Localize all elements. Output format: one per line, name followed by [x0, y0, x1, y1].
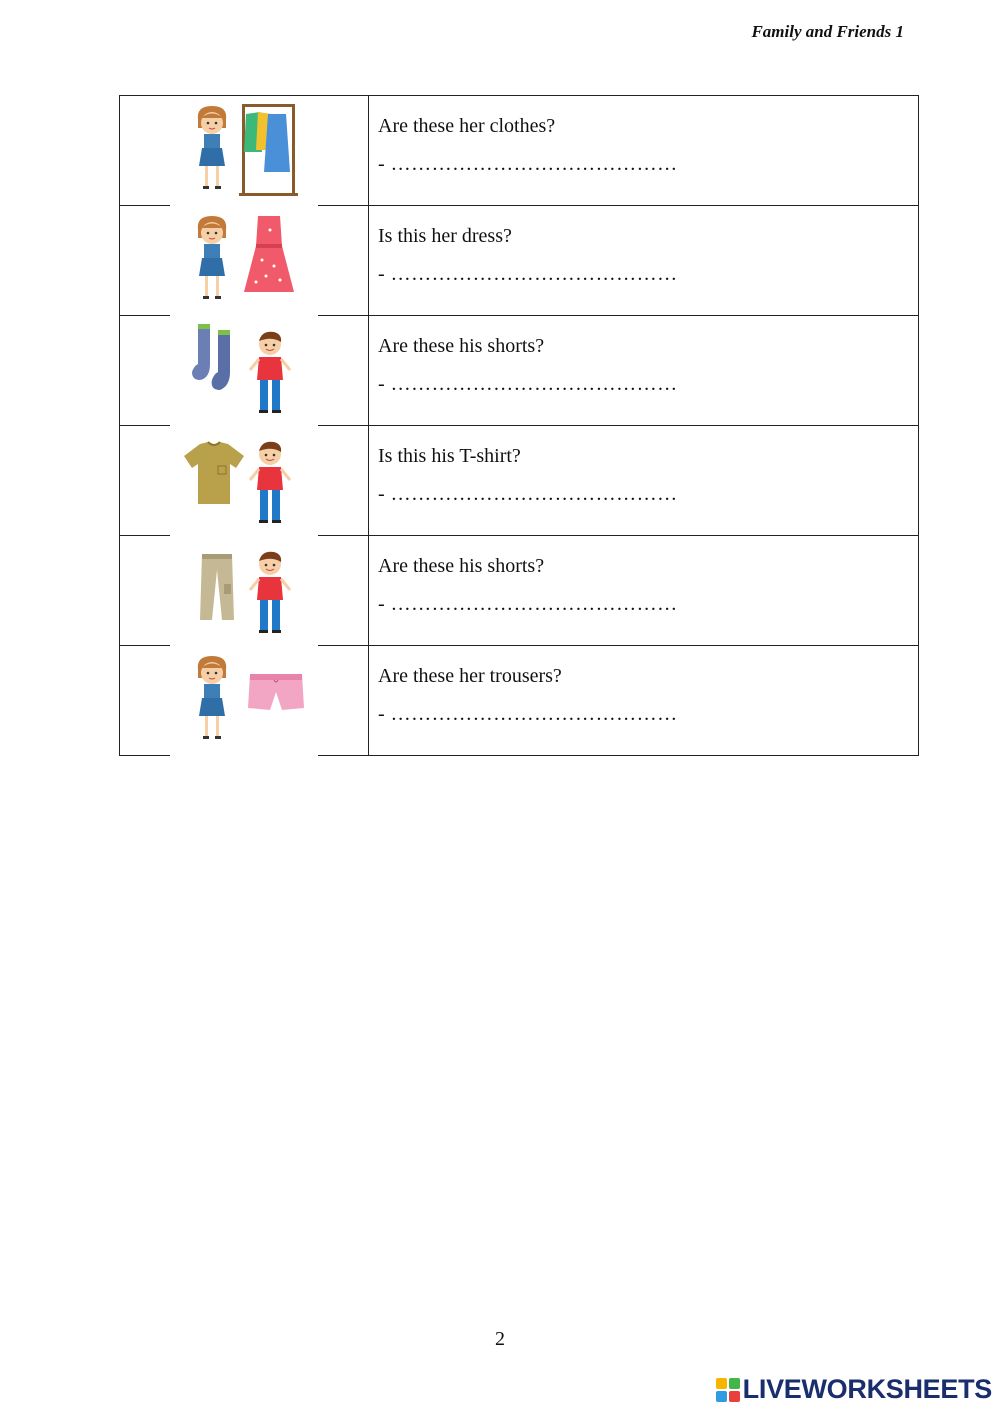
- boy-icon: [250, 442, 290, 523]
- question-text: Are these her clothes?: [378, 115, 556, 137]
- trousers-icon: [200, 554, 234, 620]
- answer-line[interactable]: - ……………………………………: [378, 373, 678, 395]
- question-text: Are these her trousers?: [378, 665, 562, 687]
- brand-text: LIVEWORKSHEETS: [742, 1374, 992, 1404]
- picture-cell: [120, 426, 369, 536]
- shorts-icon: [248, 674, 304, 710]
- girl-icon: [198, 656, 226, 739]
- picture-cell: [120, 316, 369, 426]
- question-cell: [369, 646, 919, 756]
- running-head: Family and Friends 1: [751, 22, 904, 41]
- table-row: [120, 316, 919, 426]
- answer-line[interactable]: - ……………………………………: [378, 263, 678, 285]
- picture-cell: [120, 646, 369, 756]
- answer-line[interactable]: - ……………………………………: [378, 483, 678, 505]
- question-cell: [369, 536, 919, 646]
- table-row: [120, 536, 919, 646]
- clothes-rack-icon: [239, 104, 298, 196]
- girl-icon: [198, 216, 226, 299]
- table-row: [120, 206, 919, 316]
- answer-line[interactable]: - ……………………………………: [378, 153, 678, 175]
- question-cell: [369, 96, 919, 206]
- picture-cell: [120, 96, 369, 206]
- socks-icon: [192, 324, 230, 390]
- question-text: Are these his shorts?: [378, 335, 545, 357]
- table-row: [120, 96, 919, 206]
- table-row: [120, 646, 919, 756]
- question-text: Is this her dress?: [378, 225, 512, 247]
- answer-line[interactable]: - ……………………………………: [378, 593, 678, 615]
- boy-icon: [250, 332, 290, 413]
- question-cell: [369, 206, 919, 316]
- question-cell: [369, 426, 919, 536]
- question-text: Are these his shorts?: [378, 555, 545, 577]
- girl-icon: [198, 106, 226, 189]
- picture-cell: [120, 206, 369, 316]
- answer-line[interactable]: - ……………………………………: [378, 703, 678, 725]
- liveworksheets-logo-icon: [716, 1378, 740, 1402]
- page-number: 2: [495, 1328, 505, 1350]
- table-row: [120, 426, 919, 536]
- worksheet-table: [119, 95, 919, 756]
- question-cell: [369, 316, 919, 426]
- question-text: Is this his T-shirt?: [378, 445, 521, 467]
- boy-icon: [250, 552, 290, 633]
- dress-icon: [244, 216, 294, 292]
- picture-cell: [120, 536, 369, 646]
- tshirt-icon: [184, 442, 244, 504]
- liveworksheets-brand[interactable]: [716, 1374, 992, 1405]
